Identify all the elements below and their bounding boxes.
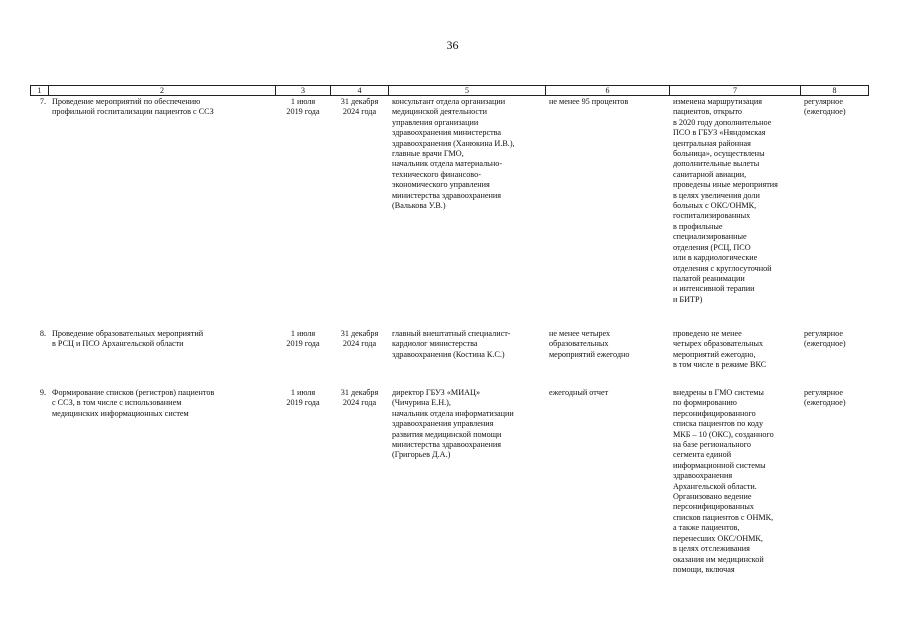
cell-result-line: проведено не менее	[673, 329, 742, 338]
page-number: 36	[446, 38, 459, 52]
cell-result-line: по формированию	[673, 398, 737, 408]
cell-result-line: а также пациентов,	[673, 523, 740, 533]
cell-event	[49, 96, 276, 324]
cell-result-line: санитарной авиации,	[673, 169, 747, 179]
cell-start-date	[276, 323, 331, 382]
cell-result-line: в целях отслеживания	[673, 544, 750, 554]
cell-result-line: отделения (РСЦ, ПСО	[673, 242, 751, 252]
cell-responsible-line: медицинской деятельности	[392, 107, 487, 117]
cell-result-line: в профильные	[673, 221, 723, 231]
cell-result-line: внедрены в ГМО системы	[673, 388, 764, 397]
cell-result-line: в целях увеличения доли	[673, 190, 760, 200]
cell-responsible-line: (Чичурина Е.Н.),	[392, 398, 451, 408]
cell-frequency-line: регулярное	[804, 329, 843, 338]
cell-start-date	[276, 96, 331, 324]
cell-indicator-line: не менее четырех	[549, 329, 611, 338]
cell-frequency-line: регулярное	[804, 388, 843, 397]
cell-responsible-line: развития медицинской помощи	[392, 429, 502, 439]
cell-result-line: перенесших ОКС/ОНМК,	[673, 533, 763, 543]
cell-responsible	[389, 323, 546, 382]
cell-number: 9.	[39, 388, 46, 397]
cell-responsible-line: здравоохранения управления	[392, 419, 494, 429]
cell-result-line: списка пациентов по коду	[673, 419, 764, 429]
cell-result-line: центральная районная	[673, 138, 751, 148]
cell-result-line: мероприятий ежегодно,	[673, 349, 756, 359]
cell-responsible-line: управления организации	[392, 117, 479, 127]
cell-event-line: профильной госпитализации пациентов с ССЗ	[52, 107, 214, 117]
column-header-6: 6	[546, 86, 670, 96]
cell-start-date	[276, 382, 331, 575]
cell-end-date-line: 2024 года	[342, 107, 377, 117]
cell-frequency	[801, 96, 869, 324]
cell-result	[670, 323, 801, 382]
cell-result-line: сегмента единой	[673, 450, 732, 460]
cell-start-date-line: 2019 года	[286, 398, 320, 408]
cell-number: 7.	[39, 97, 46, 106]
cell-event-line: Проведение мероприятий по обеспечению	[52, 97, 201, 106]
table-row	[31, 323, 869, 382]
plan-table	[30, 85, 869, 575]
cell-responsible-line: министерства здравоохранения	[392, 440, 502, 450]
cell-frequency	[801, 323, 869, 382]
cell-frequency-line: (ежегодное)	[804, 339, 846, 349]
cell-start-date-line: 1 июля	[290, 329, 316, 338]
cell-responsible-line: главный внештатный специалист-	[392, 329, 511, 338]
cell-frequency	[801, 382, 869, 575]
cell-indicator-line: мероприятий ежегодно	[549, 349, 630, 359]
cell-end-date-line: 2024 года	[342, 339, 377, 349]
cell-result-line: отделения с круглосуточной	[673, 263, 772, 273]
cell-end-date-line: 2024 года	[342, 398, 377, 408]
cell-responsible-line: министерства здравоохранения	[392, 190, 502, 200]
cell-responsible-line: технического финансово-	[392, 169, 481, 179]
cell-start-date-line: 1 июля	[290, 97, 316, 106]
cell-result	[670, 96, 801, 324]
cell-indicator-line: не менее 95 процентов	[549, 97, 629, 106]
cell-responsible-line: здравоохранения министерства	[392, 128, 502, 138]
cell-end-date-line: 31 декабря	[340, 97, 379, 106]
cell-result-line: дополнительные вылеты	[673, 159, 760, 169]
cell-result-line: больница», осуществлены	[673, 149, 765, 159]
cell-result-line: пациентов, открыто	[673, 107, 743, 117]
cell-indicator-line: образовательных	[549, 339, 609, 349]
cell-result-line: МКБ – 10 (ОКС), созданного	[673, 429, 774, 439]
cell-result-line: госпитализированных	[673, 211, 751, 221]
cell-result-line: помощи, включая	[673, 564, 735, 574]
cell-responsible-line: начальник отдела информатизации	[392, 408, 514, 418]
cell-start-date-line: 2019 года	[286, 107, 320, 117]
column-header-2: 2	[49, 86, 276, 96]
cell-result-line: больных с ОКС/ОНМК,	[673, 201, 757, 211]
column-header-5: 5	[389, 86, 546, 96]
cell-responsible-line: экономического управления	[392, 180, 490, 190]
cell-result-line: в том числе в режиме ВКС	[673, 360, 767, 370]
cell-responsible-line: здравоохранения (Ханюкина И.В.),	[392, 138, 515, 148]
cell-responsible-line: главные врачи ГМО,	[392, 149, 464, 159]
cell-result-line: и интенсивной терапии	[673, 284, 755, 294]
cell-responsible	[389, 382, 546, 575]
cell-event-line: Формирование списков (регистров) пациентов	[52, 388, 215, 397]
cell-result-line: специализированные	[673, 232, 747, 242]
cell-result-line: изменена маршрутизация	[673, 97, 762, 106]
cell-responsible-line: директор ГБУЗ «МИАЦ»	[392, 388, 481, 397]
cell-result-line: списков пациентов с ОНМК,	[673, 512, 774, 522]
cell-result-line: оказания им медицинской	[673, 554, 764, 564]
cell-indicator-line: ежегодный отчет	[549, 388, 609, 397]
cell-result-line: Архангельской области.	[673, 481, 757, 491]
cell-end-date-line: 31 декабря	[340, 329, 379, 338]
cell-responsible-line: (Валькова У.В.)	[392, 201, 446, 211]
cell-number: 8.	[39, 329, 46, 338]
cell-start-date-line: 2019 года	[286, 339, 320, 349]
cell-end-date	[331, 96, 389, 324]
cell-end-date	[331, 323, 389, 382]
cell-result-line: на базе регионального	[673, 440, 751, 450]
cell-result-line: проведены иные мероприятия	[673, 180, 778, 190]
cell-frequency-line: (ежегодное)	[804, 107, 846, 117]
cell-responsible	[389, 96, 546, 324]
cell-indicator	[546, 382, 670, 575]
cell-result-line: и БИТР)	[673, 294, 703, 304]
cell-indicator	[546, 96, 670, 324]
cell-result-line: в 2020 году дополнительное	[673, 117, 772, 127]
table-row	[31, 96, 869, 324]
cell-event-line: с ССЗ, в том числе с использованием	[52, 398, 182, 408]
cell-result-line: здравоохранения	[673, 471, 733, 481]
cell-event	[49, 382, 276, 575]
cell-start-date-line: 1 июля	[290, 388, 316, 397]
cell-event-line: в РСЦ и ПСО Архангельской области	[52, 339, 184, 349]
cell-responsible-line: (Григорьев Д.А.)	[392, 450, 451, 460]
column-header-3: 3	[276, 86, 331, 96]
cell-result-line: персонифицированного	[673, 408, 756, 418]
column-header-8: 8	[801, 86, 869, 96]
column-header-4: 4	[331, 86, 389, 96]
table-row	[31, 382, 869, 575]
cell-result-line: или в кардиологические	[673, 253, 758, 263]
column-header-7: 7	[670, 86, 801, 96]
cell-result-line: информационной системы	[673, 460, 766, 470]
cell-result	[670, 382, 801, 575]
cell-result-line: четырех образовательных	[673, 339, 764, 349]
cell-end-date-line: 31 декабря	[340, 388, 379, 397]
cell-frequency-line: регулярное	[804, 97, 843, 106]
cell-indicator	[546, 323, 670, 382]
cell-result-line: Организовано ведение	[673, 492, 752, 502]
cell-event-line: Проведение образовательных мероприятий	[52, 329, 204, 338]
cell-responsible-line: консультант отдела организации	[392, 97, 506, 106]
cell-responsible-line: здравоохранения (Костина К.С.)	[392, 349, 505, 359]
cell-responsible-line: кардиолог министерства	[392, 339, 478, 349]
cell-result-line: персонифицированных	[673, 502, 754, 512]
cell-event	[49, 323, 276, 382]
cell-event-line: медицинских информационных систем	[52, 408, 189, 418]
cell-result-line: палатой реанимации	[673, 273, 745, 283]
cell-end-date	[331, 382, 389, 575]
column-number-header	[31, 86, 869, 96]
cell-responsible-line: начальник отдела материально-	[392, 159, 503, 169]
cell-result-line: ПСО в ГБУЗ «Няндомская	[673, 128, 766, 138]
cell-frequency-line: (ежегодное)	[804, 398, 846, 408]
column-header-1: 1	[31, 86, 49, 96]
